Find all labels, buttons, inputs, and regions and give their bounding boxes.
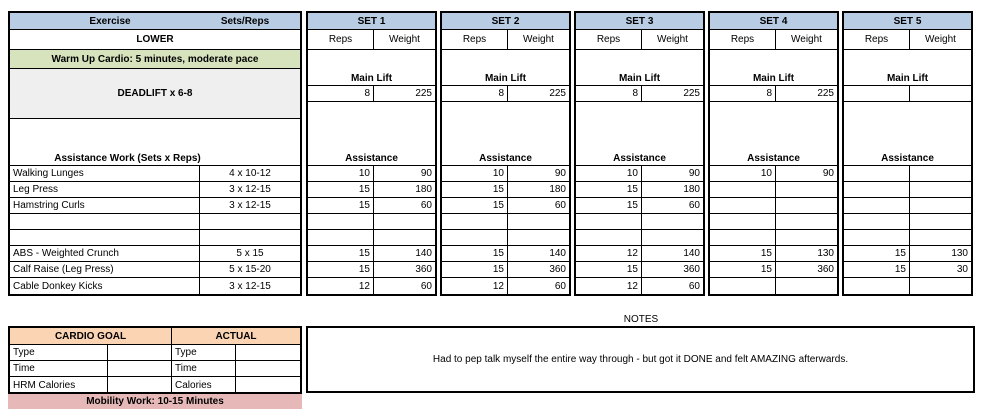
cardio-actual-label: Time (172, 361, 236, 376)
notes-title: NOTES (623, 314, 659, 325)
cardio-actual-header: ACTUAL (215, 330, 257, 342)
weight-cell[interactable]: 60 (554, 200, 566, 211)
set-row (710, 198, 837, 214)
exercise-row (10, 246, 300, 262)
weight-cell[interactable] (910, 198, 971, 213)
warmup-row (10, 50, 300, 69)
assistance-label: Assistance (345, 153, 398, 164)
exercise-row (10, 198, 300, 214)
set-row (576, 214, 703, 230)
main-lift-label: Main Lift (618, 73, 661, 84)
set-row (576, 246, 703, 262)
main-lift-reps[interactable] (844, 86, 910, 101)
main-lift-reps[interactable]: 8 (576, 86, 642, 101)
weight-cell[interactable]: 60 (688, 280, 700, 292)
set-row (308, 182, 435, 198)
reps-weight-header-row (844, 30, 971, 50)
weight-cell[interactable]: 130 (817, 248, 834, 259)
weight-cell[interactable]: 30 (956, 264, 968, 275)
set-row (576, 166, 703, 182)
weight-cell[interactable] (776, 278, 837, 294)
main-lift-label: Main Lift (886, 73, 929, 84)
reps-cell[interactable]: 15 (710, 246, 776, 261)
assistance-header-row (844, 102, 971, 166)
set-row (576, 262, 703, 278)
cardio-actual-value[interactable] (236, 361, 300, 376)
set-row (442, 262, 569, 278)
set-title: SET 5 (893, 15, 922, 27)
weight-cell[interactable] (910, 214, 971, 229)
set-header-row (710, 13, 837, 30)
set-row (308, 214, 435, 230)
set-row (576, 230, 703, 246)
main-lift-reps[interactable]: 8 (710, 86, 776, 101)
reps-cell[interactable]: 10 (308, 166, 374, 181)
set-row (710, 246, 837, 262)
set-row (308, 198, 435, 214)
assistance-label: Assistance (747, 153, 800, 164)
set-row (442, 246, 569, 262)
reps-cell[interactable] (576, 230, 642, 245)
lower-label: LOWER (136, 34, 174, 45)
set-header-row (308, 13, 435, 30)
assistance-header: Assistance Work (Sets x Reps) (54, 153, 201, 164)
weight-cell[interactable] (776, 198, 837, 213)
cardio-goal-label: HRM Calories (10, 377, 108, 393)
set-row (576, 182, 703, 198)
cardio-goal-value[interactable] (108, 361, 172, 376)
weight-cell[interactable] (508, 230, 569, 245)
exercise-sets-reps[interactable] (200, 230, 300, 245)
weight-cell[interactable] (910, 166, 971, 181)
reps-cell[interactable] (844, 198, 910, 213)
main-lift-weight[interactable] (910, 86, 971, 101)
set-header-row (576, 13, 703, 30)
deadlift-label: DEADLIFT x 6-8 (117, 88, 193, 99)
weight-cell[interactable] (776, 230, 837, 245)
set-row (710, 166, 837, 182)
main-lift-values-row (308, 85, 435, 102)
set-title: SET 2 (491, 15, 520, 27)
reps-cell[interactable]: 10 (710, 166, 776, 181)
weight-cell[interactable]: 140 (415, 248, 432, 259)
weight-cell[interactable]: 90 (688, 168, 700, 179)
exercise-table (8, 11, 302, 296)
weight-cell[interactable] (374, 214, 435, 229)
weight-cell[interactable]: 180 (683, 184, 700, 195)
exercise-name[interactable]: Calf Raise (Leg Press) (10, 262, 200, 277)
reps-cell[interactable] (308, 230, 374, 245)
set-block-5 (842, 11, 973, 296)
assistance-header-row (308, 102, 435, 166)
main-lift-label: Main Lift (752, 73, 795, 84)
reps-cell[interactable]: 10 (442, 166, 508, 181)
weight-cell[interactable]: 60 (420, 280, 432, 292)
reps-cell[interactable] (710, 230, 776, 245)
exercise-row (10, 182, 300, 198)
weight-cell[interactable] (642, 230, 703, 245)
exercise-row (10, 262, 300, 278)
weight-cell[interactable]: 60 (554, 280, 566, 292)
set-row (442, 166, 569, 182)
weight-cell[interactable]: 90 (822, 168, 834, 179)
main-lift-row (576, 50, 703, 85)
assistance-header-row (576, 102, 703, 166)
exercise-sets-reps[interactable]: 3 x 12-15 (229, 200, 271, 211)
main-lift-reps[interactable]: 8 (308, 86, 374, 101)
exercise-name[interactable]: Cable Donkey Kicks (10, 278, 200, 294)
exercise-name[interactable]: Hamstring Curls (10, 198, 200, 213)
set-row (576, 278, 703, 294)
set-row (844, 166, 971, 182)
reps-cell[interactable] (710, 214, 776, 229)
set-row (442, 198, 569, 214)
set-row (308, 166, 435, 182)
set-block-2 (440, 11, 571, 296)
assistance-label: Assistance (613, 153, 666, 164)
reps-cell[interactable]: 12 (576, 246, 642, 261)
main-lift-weight[interactable]: 225 (549, 88, 566, 99)
exercise-sets-reps[interactable]: 4 x 10-12 (229, 168, 271, 179)
weight-header: Weight (925, 34, 956, 45)
reps-weight-header-row (576, 30, 703, 50)
reps-header: Reps (710, 30, 776, 49)
set-title: SET 3 (625, 15, 654, 27)
main-lift-reps[interactable]: 8 (442, 86, 508, 101)
reps-cell[interactable]: 15 (710, 262, 776, 277)
reps-weight-header-row (442, 30, 569, 50)
weight-cell[interactable]: 360 (415, 264, 432, 275)
exercise-name[interactable] (10, 230, 200, 245)
main-lift-label: Main Lift (484, 73, 527, 84)
set-row (442, 214, 569, 230)
set-row (308, 230, 435, 246)
cardio-actual-label: Calories (172, 377, 236, 393)
main-lift-weight[interactable]: 225 (415, 88, 432, 99)
reps-cell[interactable]: 12 (576, 278, 642, 294)
reps-cell[interactable] (710, 198, 776, 213)
cardio-row (10, 345, 300, 361)
set-row (710, 214, 837, 230)
main-lift-row (442, 50, 569, 85)
set-row (442, 230, 569, 246)
reps-cell[interactable]: 15 (844, 246, 910, 261)
exercise-row (10, 278, 300, 294)
weight-header: Weight (389, 34, 420, 45)
reps-cell[interactable]: 15 (442, 182, 508, 197)
weight-cell[interactable] (910, 230, 971, 245)
set-title: SET 1 (357, 15, 386, 27)
reps-cell[interactable]: 15 (308, 182, 374, 197)
set-row (844, 246, 971, 262)
reps-cell[interactable] (710, 182, 776, 197)
cardio-header-row (10, 328, 300, 345)
set-title: SET 4 (759, 15, 788, 27)
reps-header: Reps (576, 30, 642, 49)
main-lift-row (844, 50, 971, 85)
weight-cell[interactable]: 140 (549, 248, 566, 259)
weight-cell[interactable]: 140 (683, 248, 700, 259)
weight-cell[interactable]: 180 (549, 184, 566, 195)
reps-cell[interactable] (844, 214, 910, 229)
cardio-goal-label: Time (10, 361, 108, 376)
cardio-row (10, 361, 300, 377)
weight-cell[interactable] (910, 182, 971, 197)
cardio-goal-value[interactable] (108, 345, 172, 360)
set-row (844, 182, 971, 198)
reps-cell[interactable]: 15 (308, 262, 374, 277)
weight-cell[interactable]: 130 (951, 248, 968, 259)
reps-cell[interactable]: 15 (308, 246, 374, 261)
reps-cell[interactable] (844, 166, 910, 181)
exercise-row (10, 166, 300, 182)
set-row (844, 278, 971, 294)
cardio-actual-value[interactable] (236, 377, 300, 393)
cardio-goal-value[interactable] (108, 377, 172, 393)
notes-text: Had to pep talk myself the entire way through - but got it DONE and felt AMAZING afterwards. (432, 354, 849, 365)
weight-cell[interactable] (374, 230, 435, 245)
set-row (308, 278, 435, 294)
set-row (844, 198, 971, 214)
exercise-name[interactable]: ABS - Weighted Crunch (10, 246, 200, 261)
cardio-row (10, 377, 300, 393)
deadlift-row (10, 69, 300, 119)
warmup-label: Warm Up Cardio: 5 minutes, moderate pace (51, 53, 259, 65)
set-row (844, 262, 971, 278)
exercise-header-row (10, 13, 300, 30)
set-header-row (844, 13, 971, 30)
reps-cell[interactable] (844, 278, 910, 294)
main-lift-values-row (844, 85, 971, 102)
weight-cell[interactable] (776, 214, 837, 229)
reps-cell[interactable]: 15 (844, 262, 910, 277)
weight-cell[interactable]: 90 (554, 168, 566, 179)
main-lift-label: Main Lift (350, 73, 393, 84)
weight-cell[interactable]: 360 (817, 264, 834, 275)
weight-cell[interactable]: 180 (415, 184, 432, 195)
weight-cell[interactable]: 90 (420, 168, 432, 179)
reps-cell[interactable]: 15 (576, 262, 642, 277)
set-block-3 (574, 11, 705, 296)
assistance-header-row (442, 102, 569, 166)
reps-cell[interactable]: 15 (576, 198, 642, 213)
main-lift-weight[interactable]: 225 (817, 88, 834, 99)
reps-weight-header-row (308, 30, 435, 50)
set-row (710, 230, 837, 246)
reps-header: Reps (308, 30, 374, 49)
cardio-actual-label: Type (172, 345, 236, 360)
exercise-sets-reps[interactable]: 5 x 15 (236, 248, 264, 259)
set-row (710, 278, 837, 294)
main-lift-row (308, 50, 435, 85)
reps-cell[interactable] (844, 182, 910, 197)
exercise-sets-reps[interactable]: 3 x 12-15 (229, 184, 271, 195)
main-lift-weight[interactable]: 225 (683, 88, 700, 99)
mobility-label: Mobility Work: 10-15 Minutes (86, 396, 224, 407)
exercise-sets-reps[interactable] (200, 214, 300, 229)
set-row (576, 198, 703, 214)
weight-header: Weight (657, 34, 688, 45)
weight-cell[interactable] (910, 278, 971, 294)
exercise-row (10, 230, 300, 246)
lower-row (10, 30, 300, 50)
set-block-4 (708, 11, 839, 296)
reps-cell[interactable] (576, 214, 642, 229)
assistance-header-row (710, 102, 837, 166)
reps-cell[interactable] (442, 214, 508, 229)
mobility-bar (8, 394, 302, 409)
weight-header: Weight (523, 34, 554, 45)
main-lift-row (710, 50, 837, 85)
weight-cell[interactable] (776, 182, 837, 197)
reps-cell[interactable]: 10 (576, 166, 642, 181)
reps-header: Reps (442, 30, 508, 49)
weight-cell[interactable] (642, 214, 703, 229)
reps-header: Reps (844, 30, 910, 49)
exercise-row (10, 214, 300, 230)
notes-box[interactable] (306, 326, 975, 393)
exercise-header: Exercise (89, 15, 131, 27)
reps-cell[interactable]: 12 (308, 278, 374, 294)
main-lift-values-row (710, 85, 837, 102)
cardio-goal-header: CARDIO GOAL (10, 328, 172, 344)
reps-cell[interactable]: 15 (442, 198, 508, 213)
weight-cell[interactable]: 360 (683, 264, 700, 275)
set-row (844, 230, 971, 246)
exercise-name[interactable]: Walking Lunges (10, 166, 200, 181)
weight-cell[interactable] (508, 214, 569, 229)
assistance-header-row (10, 119, 300, 166)
main-lift-values-row (576, 85, 703, 102)
reps-cell[interactable]: 15 (442, 262, 508, 277)
set-row (308, 246, 435, 262)
reps-cell[interactable] (844, 230, 910, 245)
main-lift-values-row (442, 85, 569, 102)
set-block-1 (306, 11, 437, 296)
reps-cell[interactable]: 12 (442, 278, 508, 294)
reps-cell[interactable] (308, 214, 374, 229)
reps-cell[interactable]: 15 (576, 182, 642, 197)
reps-cell[interactable] (442, 230, 508, 245)
weight-cell[interactable]: 60 (688, 200, 700, 211)
exercise-sets-reps[interactable]: 3 x 12-15 (229, 280, 271, 292)
set-row (442, 182, 569, 198)
set-header-row (442, 13, 569, 30)
weight-cell[interactable]: 60 (420, 200, 432, 211)
cardio-table (8, 326, 302, 394)
exercise-sets-reps[interactable]: 5 x 15-20 (229, 264, 271, 275)
exercise-name[interactable] (10, 214, 200, 229)
cardio-actual-value[interactable] (236, 345, 300, 360)
weight-header: Weight (791, 34, 822, 45)
weight-cell[interactable]: 360 (549, 264, 566, 275)
reps-cell[interactable]: 15 (308, 198, 374, 213)
set-row (844, 214, 971, 230)
reps-cell[interactable] (710, 278, 776, 294)
cardio-goal-label: Type (10, 345, 108, 360)
set-row (442, 278, 569, 294)
exercise-name[interactable]: Leg Press (10, 182, 200, 197)
reps-weight-header-row (710, 30, 837, 50)
set-row (710, 182, 837, 198)
assistance-label: Assistance (881, 153, 934, 164)
sets-reps-header: Sets/Reps (220, 15, 270, 27)
assistance-label: Assistance (479, 153, 532, 164)
set-row (710, 262, 837, 278)
set-row (308, 262, 435, 278)
reps-cell[interactable]: 15 (442, 246, 508, 261)
